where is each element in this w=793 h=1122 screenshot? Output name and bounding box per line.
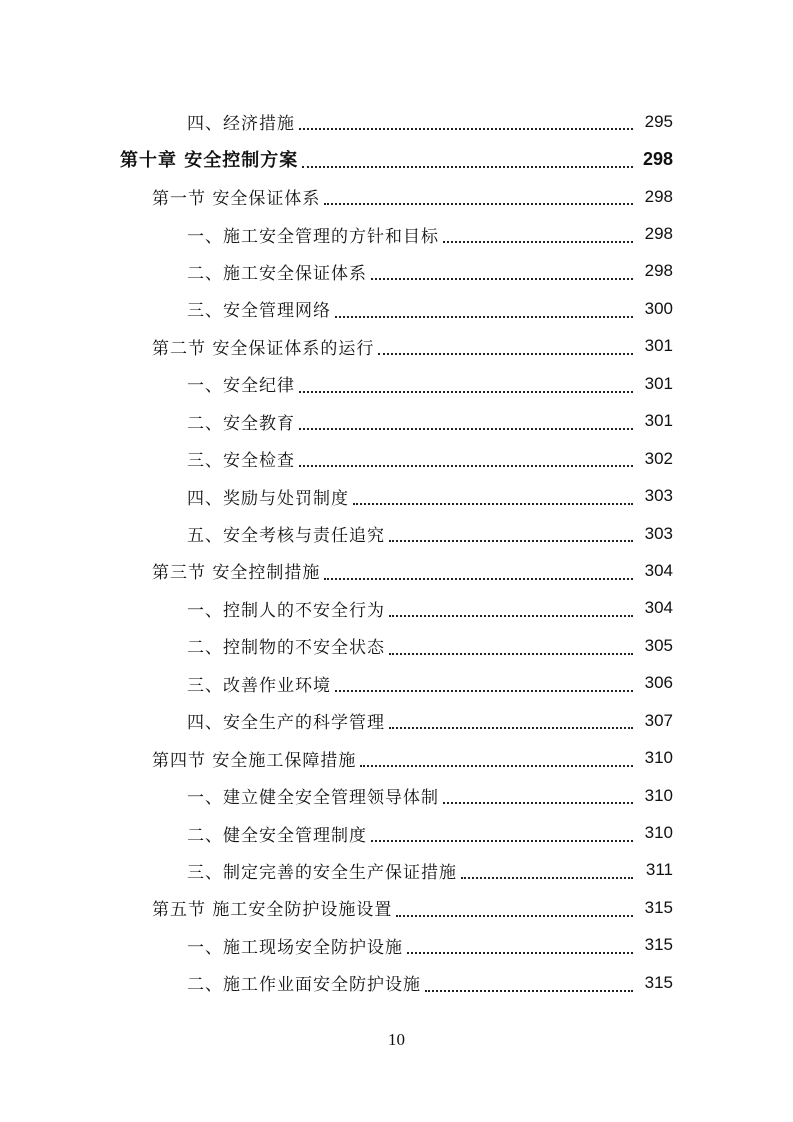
- toc-entry-title: 二、施工安全保证体系: [187, 263, 367, 284]
- toc-entry-title: 第三节 安全控制措施: [152, 563, 321, 584]
- dot-leader: [371, 278, 633, 280]
- toc-entry-title: 第五节 施工安全防护设施设置: [152, 900, 393, 921]
- dot-leader: [360, 765, 633, 767]
- toc-entry[interactable]: [0, 814, 793, 851]
- toc-entry[interactable]: [0, 477, 793, 514]
- dot-leader: [378, 353, 633, 355]
- dot-leader: [389, 540, 633, 542]
- toc-section-entry[interactable]: [0, 552, 793, 589]
- toc-entry-title: 第四节 安全施工保障措施: [152, 750, 357, 771]
- toc-chapter-entry[interactable]: [0, 140, 793, 177]
- toc-section-entry[interactable]: [0, 889, 793, 926]
- toc-entry[interactable]: [0, 253, 793, 290]
- toc-entry-page: 298: [644, 224, 673, 244]
- toc-entry-page: 310: [644, 823, 673, 843]
- toc-entry-title: 五、安全考核与责任追究: [187, 526, 385, 547]
- toc-entry-page: 298: [642, 148, 673, 169]
- toc-entry[interactable]: [0, 665, 793, 702]
- toc-entry-page: 311: [645, 860, 673, 880]
- toc-entry-title: 一、施工安全管理的方针和目标: [187, 226, 439, 247]
- toc-entry[interactable]: [0, 964, 793, 1001]
- toc-entry-page: 295: [644, 111, 673, 131]
- toc-entry-title: 一、建立健全安全管理领导体制: [187, 788, 439, 809]
- toc-entry-title: 三、改善作业环境: [187, 675, 331, 696]
- toc-entry-title: 二、施工作业面安全防护设施: [187, 975, 421, 996]
- toc-entry-title: 三、安全检查: [187, 451, 295, 472]
- toc-entry-title: 二、安全教育: [187, 413, 295, 434]
- toc-entry-page: 304: [644, 560, 673, 580]
- toc-entry-title: 二、健全安全管理制度: [187, 825, 367, 846]
- toc-entry-title: 四、经济措施: [187, 114, 295, 135]
- toc-entry[interactable]: [0, 852, 793, 889]
- dot-leader: [324, 203, 633, 205]
- page-number: 10: [388, 1030, 405, 1049]
- table-of-contents: [0, 103, 793, 1002]
- toc-entry-title: 第二节 安全保证体系的运行: [152, 338, 375, 359]
- toc-entry-page: 315: [644, 972, 673, 992]
- toc-entry-page: 315: [644, 897, 673, 917]
- toc-entry-page: 300: [644, 298, 673, 318]
- toc-entry-page: 301: [644, 336, 673, 356]
- dot-leader: [299, 391, 633, 393]
- dot-leader: [324, 578, 633, 580]
- toc-entry-title: 四、奖励与处罚制度: [187, 488, 349, 509]
- dot-leader: [407, 952, 633, 954]
- dot-leader: [335, 690, 633, 692]
- toc-entry-title: 一、控制人的不安全行为: [187, 600, 385, 621]
- dot-leader: [353, 503, 633, 505]
- dot-leader: [299, 465, 633, 467]
- dot-leader: [335, 316, 633, 318]
- dot-leader: [389, 727, 633, 729]
- toc-entry-page: 298: [644, 261, 673, 281]
- toc-section-entry[interactable]: [0, 739, 793, 776]
- toc-entry[interactable]: [0, 515, 793, 552]
- toc-entry-page: 303: [644, 523, 673, 543]
- toc-entry[interactable]: [0, 215, 793, 252]
- dot-leader: [461, 877, 633, 879]
- dot-leader: [299, 428, 633, 430]
- dot-leader: [299, 128, 633, 130]
- toc-section-entry[interactable]: [0, 328, 793, 365]
- dot-leader: [396, 915, 633, 917]
- toc-entry-page: 307: [644, 710, 673, 730]
- toc-section-entry[interactable]: [0, 178, 793, 215]
- dot-leader: [389, 615, 633, 617]
- toc-entry[interactable]: [0, 290, 793, 327]
- dot-leader: [371, 840, 633, 842]
- toc-entry-page: 301: [644, 373, 673, 393]
- dot-leader: [425, 990, 633, 992]
- toc-entry-page: 302: [644, 448, 673, 468]
- toc-entry[interactable]: [0, 590, 793, 627]
- toc-entry-title: 四、安全生产的科学管理: [187, 713, 385, 734]
- toc-entry[interactable]: [0, 702, 793, 739]
- dot-leader: [443, 241, 633, 243]
- dot-leader: [302, 166, 633, 168]
- toc-entry-page: 305: [644, 635, 673, 655]
- toc-entry-page: 304: [644, 598, 673, 618]
- toc-entry-title: 第十章 安全控制方案: [120, 150, 299, 172]
- toc-entry-page: 301: [644, 411, 673, 431]
- toc-entry-page: 315: [644, 935, 673, 955]
- toc-entry[interactable]: [0, 627, 793, 664]
- toc-entry[interactable]: [0, 777, 793, 814]
- toc-entry-title: 一、安全纪律: [187, 376, 295, 397]
- toc-entry-page: 310: [644, 785, 673, 805]
- toc-entry-title: 三、安全管理网络: [187, 301, 331, 322]
- toc-entry[interactable]: [0, 440, 793, 477]
- toc-entry-page: 303: [644, 486, 673, 506]
- toc-entry[interactable]: [0, 103, 793, 140]
- toc-entry-page: 310: [644, 748, 673, 768]
- toc-entry-title: 三、制定完善的安全生产保证措施: [187, 862, 457, 883]
- toc-entry-page: 298: [644, 186, 673, 206]
- toc-entry[interactable]: [0, 365, 793, 402]
- toc-entry[interactable]: [0, 927, 793, 964]
- toc-entry[interactable]: [0, 403, 793, 440]
- toc-entry-page: 306: [644, 673, 673, 693]
- dot-leader: [443, 802, 633, 804]
- toc-entry-title: 第一节 安全保证体系: [152, 189, 321, 210]
- dot-leader: [389, 653, 633, 655]
- toc-entry-title: 二、控制物的不安全状态: [187, 638, 385, 659]
- toc-entry-title: 一、施工现场安全防护设施: [187, 937, 403, 958]
